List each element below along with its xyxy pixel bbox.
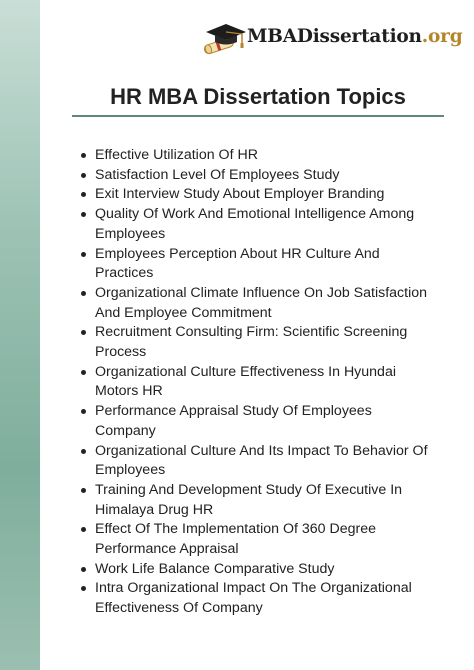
decorative-side-band — [0, 0, 40, 670]
brand-name-tld: .org — [421, 26, 463, 47]
topic-item: Satisfaction Level Of Employees Study — [95, 166, 435, 186]
topic-list — [95, 146, 435, 619]
topic-item: Organizational Culture And Its Impact To Behavior Of Employees — [95, 442, 435, 481]
topic-item: Effect Of The Implementation Of 360 Degree Performance Appraisal — [95, 520, 435, 559]
page-title: HR MBA Dissertation Topics — [110, 84, 406, 109]
topic-item: Work Life Balance Comparative Study — [95, 560, 435, 580]
topic-item: Quality Of Work And Emotional Intelligence Among Employees — [95, 205, 435, 244]
graduation-cap-icon — [200, 20, 248, 56]
topic-item: Exit Interview Study About Employer Branding — [95, 185, 435, 205]
topic-item: Employees Perception About HR Culture And Practices — [95, 245, 435, 284]
brand-name — [247, 26, 462, 47]
brand-logo[interactable] — [200, 20, 463, 56]
topic-item: Organizational Culture Effectiveness In Hyundai Motors HR — [95, 363, 435, 402]
topic-item: Recruitment Consulting Firm: Scientific Screening Process — [95, 323, 435, 362]
brand-name-main: MBADissertation — [247, 26, 422, 47]
topic-item: Intra Organizational Impact On The Organizational Effectiveness Of Company — [95, 579, 435, 618]
topic-item: Performance Appraisal Study Of Employees Company — [95, 402, 435, 441]
topic-item: Training And Development Study Of Executive In Himalaya Drug HR — [95, 481, 435, 520]
topic-item: Organizational Climate Influence On Job Satisfaction And Employee Commitment — [95, 284, 435, 323]
topic-item: Effective Utilization Of HR — [95, 146, 435, 166]
title-divider — [72, 115, 444, 117]
